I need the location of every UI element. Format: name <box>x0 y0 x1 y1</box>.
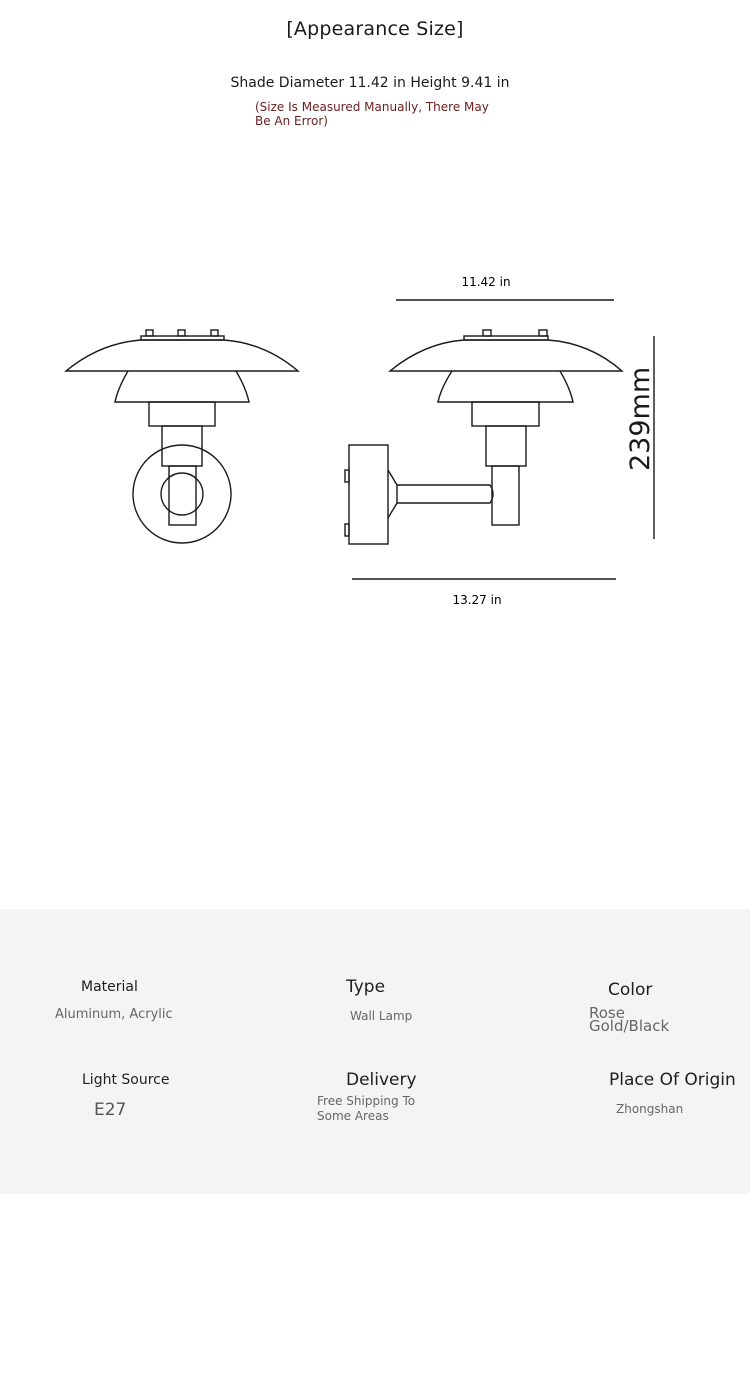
spec-panel <box>0 909 750 1194</box>
dimensions-summary: Shade Diameter 11.42 in Height 9.41 in <box>230 75 510 91</box>
light-source-title: Light Source <box>82 1072 170 1088</box>
light-source-value: E27 <box>94 1100 127 1120</box>
color-value: Rose Gold/Black <box>589 1004 670 1035</box>
lamp-drawing-svg <box>0 240 750 640</box>
material-title: Material <box>81 979 138 995</box>
delivery-title: Delivery <box>346 1070 417 1090</box>
origin-value: Zhongshan <box>616 1102 684 1116</box>
type-value: Wall Lamp <box>350 1009 413 1023</box>
color-title: Color <box>608 980 653 1000</box>
origin-title: Place Of Origin <box>609 1070 736 1090</box>
material-value: Aluminum, Acrylic <box>55 1007 173 1022</box>
height-label: 239mm <box>625 366 656 471</box>
section-title: [Appearance Size] <box>286 18 464 40</box>
side-view-lamp <box>345 330 622 544</box>
bottom-width-label: 13.27 in <box>452 593 502 607</box>
lamp-technical-drawing <box>0 240 750 640</box>
type-title: Type <box>346 977 386 997</box>
delivery-value: Free Shipping To Some Areas <box>317 1094 416 1123</box>
front-view-lamp <box>66 330 298 543</box>
top-width-label: 11.42 in <box>461 275 511 289</box>
measurement-note: (Size Is Measured Manually, There May Be An Error) <box>255 100 489 128</box>
